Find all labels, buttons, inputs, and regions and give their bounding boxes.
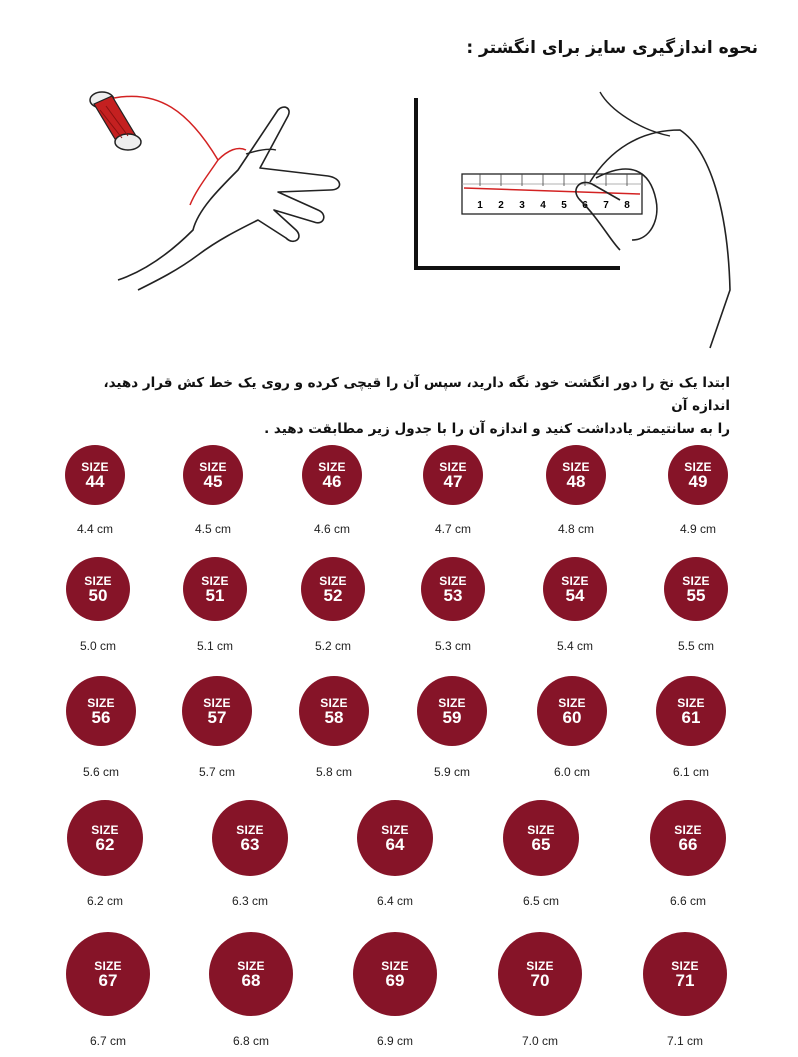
size-number: 62 bbox=[95, 834, 115, 854]
size-badge-69 bbox=[353, 932, 437, 1016]
size-label: SIZE bbox=[526, 958, 554, 973]
size-badge-51 bbox=[183, 557, 247, 621]
size-number: 59 bbox=[442, 707, 462, 727]
size-label: SIZE bbox=[439, 573, 467, 588]
size-number: 52 bbox=[323, 585, 343, 605]
size-number: 44 bbox=[85, 471, 105, 491]
size-number: 70 bbox=[530, 970, 550, 990]
size-label: SIZE bbox=[684, 459, 712, 474]
size-badge-46 bbox=[302, 445, 362, 505]
size-cm-measurement: 4.9 cm bbox=[679, 522, 717, 536]
size-badge-44 bbox=[65, 445, 125, 505]
size-label: SIZE bbox=[320, 695, 348, 710]
size-label: SIZE bbox=[199, 459, 227, 474]
size-badge-62 bbox=[67, 800, 143, 876]
size-label: SIZE bbox=[87, 695, 115, 710]
size-badge-61 bbox=[656, 676, 726, 746]
size-label: SIZE bbox=[318, 459, 346, 474]
size-number: 48 bbox=[566, 471, 586, 491]
size-number: 50 bbox=[88, 585, 108, 605]
size-number: 65 bbox=[531, 834, 551, 854]
size-number: 64 bbox=[385, 834, 405, 854]
size-badge-71 bbox=[643, 932, 727, 1016]
size-label: SIZE bbox=[319, 573, 347, 588]
size-badge-60 bbox=[537, 676, 607, 746]
size-badge-50 bbox=[66, 557, 130, 621]
size-number: 49 bbox=[688, 471, 708, 491]
size-label: SIZE bbox=[381, 958, 409, 973]
size-label: SIZE bbox=[84, 573, 112, 588]
size-cm-measurement: 4.8 cm bbox=[557, 522, 595, 536]
size-number: 67 bbox=[98, 970, 118, 990]
size-number: 51 bbox=[205, 585, 225, 605]
ruler-tick-label: 3 bbox=[519, 200, 525, 211]
size-cm-measurement: 4.7 cm bbox=[434, 522, 472, 536]
size-number: 63 bbox=[240, 834, 260, 854]
size-badge-54 bbox=[543, 557, 607, 621]
size-badge-68 bbox=[209, 932, 293, 1016]
ruler-tick-label: 1 bbox=[477, 200, 483, 211]
size-label: SIZE bbox=[81, 459, 109, 474]
size-label: SIZE bbox=[91, 822, 119, 837]
size-label: SIZE bbox=[558, 695, 586, 710]
size-cm-measurement: 5.1 cm bbox=[196, 639, 234, 653]
size-number: 60 bbox=[562, 707, 582, 727]
size-badge-67 bbox=[66, 932, 150, 1016]
size-cm-measurement: 5.3 cm bbox=[434, 639, 472, 653]
size-number: 58 bbox=[324, 707, 344, 727]
size-number: 45 bbox=[203, 471, 223, 491]
ruler-tick-label: 4 bbox=[540, 200, 546, 211]
size-badge-70 bbox=[498, 932, 582, 1016]
size-cm-measurement: 6.9 cm bbox=[376, 1034, 414, 1048]
size-badge-55 bbox=[664, 557, 728, 621]
size-cm-measurement: 7.0 cm bbox=[521, 1034, 559, 1048]
size-label: SIZE bbox=[439, 459, 467, 474]
size-cm-measurement: 4.4 cm bbox=[76, 522, 114, 536]
size-cm-measurement: 5.4 cm bbox=[556, 639, 594, 653]
size-badge-64 bbox=[357, 800, 433, 876]
size-label: SIZE bbox=[682, 573, 710, 588]
size-badge-56 bbox=[66, 676, 136, 746]
size-cm-measurement: 5.9 cm bbox=[433, 765, 471, 779]
size-label: SIZE bbox=[527, 822, 555, 837]
size-badge-66 bbox=[650, 800, 726, 876]
size-cm-measurement: 6.7 cm bbox=[89, 1034, 127, 1048]
size-number: 61 bbox=[681, 707, 701, 727]
size-label: SIZE bbox=[677, 695, 705, 710]
size-number: 68 bbox=[241, 970, 261, 990]
size-label: SIZE bbox=[237, 958, 265, 973]
size-badge-65 bbox=[503, 800, 579, 876]
ruler-tick-label: 8 bbox=[624, 200, 630, 211]
ruler-tick-label: 7 bbox=[603, 200, 609, 211]
ruler-tick-label: 2 bbox=[498, 200, 504, 211]
size-cm-measurement: 6.2 cm bbox=[86, 894, 124, 908]
size-number: 66 bbox=[678, 834, 698, 854]
size-cm-measurement: 6.4 cm bbox=[376, 894, 414, 908]
size-label: SIZE bbox=[201, 573, 229, 588]
size-badge-45 bbox=[183, 445, 243, 505]
size-cm-measurement: 6.1 cm bbox=[672, 765, 710, 779]
size-number: 69 bbox=[385, 970, 405, 990]
size-cm-measurement: 6.3 cm bbox=[231, 894, 269, 908]
instructions-line-2: را به سانتیمتر یادداشت کنید و اندازه آن را با جدول زیر مطابقت دهید . bbox=[264, 421, 730, 437]
size-number: 71 bbox=[675, 970, 695, 990]
size-cm-measurement: 5.0 cm bbox=[79, 639, 117, 653]
size-cm-measurement: 5.2 cm bbox=[314, 639, 352, 653]
size-cm-measurement: 6.0 cm bbox=[553, 765, 591, 779]
size-cm-measurement: 6.5 cm bbox=[522, 894, 560, 908]
ruler-tick-label: 5 bbox=[561, 200, 567, 211]
size-badge-49 bbox=[668, 445, 728, 505]
size-cm-measurement: 5.7 cm bbox=[198, 765, 236, 779]
size-label: SIZE bbox=[561, 573, 589, 588]
size-badge-53 bbox=[421, 557, 485, 621]
size-badge-58 bbox=[299, 676, 369, 746]
size-badge-48 bbox=[546, 445, 606, 505]
size-label: SIZE bbox=[94, 958, 122, 973]
size-label: SIZE bbox=[671, 958, 699, 973]
size-badge-52 bbox=[301, 557, 365, 621]
size-label: SIZE bbox=[438, 695, 466, 710]
size-cm-measurement: 6.6 cm bbox=[669, 894, 707, 908]
size-label: SIZE bbox=[562, 459, 590, 474]
size-label: SIZE bbox=[203, 695, 231, 710]
size-badge-63 bbox=[212, 800, 288, 876]
page-title: نحوه اندازگیری سایز برای انگشتر : bbox=[466, 38, 758, 58]
size-number: 54 bbox=[565, 585, 585, 605]
size-cm-measurement: 5.6 cm bbox=[82, 765, 120, 779]
ruler-tick-label: 6 bbox=[582, 200, 588, 211]
size-number: 53 bbox=[443, 585, 463, 605]
size-cm-measurement: 4.6 cm bbox=[313, 522, 351, 536]
size-number: 55 bbox=[686, 585, 706, 605]
size-badge-47 bbox=[423, 445, 483, 505]
size-cm-measurement: 6.8 cm bbox=[232, 1034, 270, 1048]
size-number: 57 bbox=[207, 707, 227, 727]
size-cm-measurement: 7.1 cm bbox=[666, 1034, 704, 1048]
size-number: 56 bbox=[91, 707, 111, 727]
size-badge-57 bbox=[182, 676, 252, 746]
size-badge-59 bbox=[417, 676, 487, 746]
size-label: SIZE bbox=[674, 822, 702, 837]
size-label: SIZE bbox=[236, 822, 264, 837]
size-label: SIZE bbox=[381, 822, 409, 837]
size-cm-measurement: 5.8 cm bbox=[315, 765, 353, 779]
size-number: 46 bbox=[322, 471, 342, 491]
size-cm-measurement: 4.5 cm bbox=[194, 522, 232, 536]
size-number: 47 bbox=[443, 471, 463, 491]
instructions-line-1: ابتدا یک نخ را دور انگشت خود نگه دارید، سپس آن را قیچی کرده و روی یک خط کش قرار دهید، اندازه آن bbox=[103, 375, 730, 414]
size-cm-measurement: 5.5 cm bbox=[677, 639, 715, 653]
